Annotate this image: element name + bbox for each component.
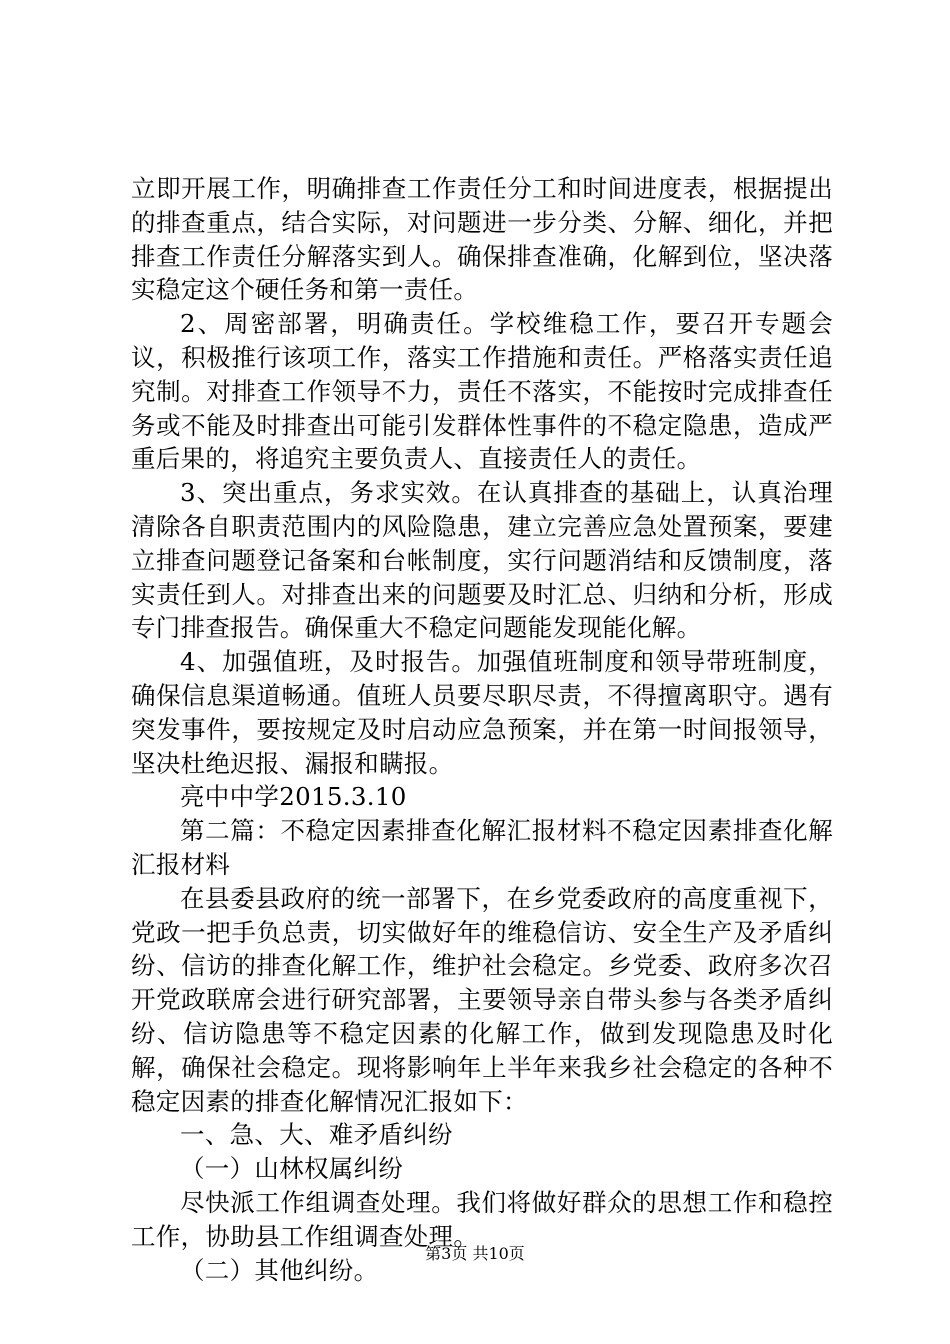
- paragraph-duty: 4、加强值班，及时报告。加强值班制度和领导带班制度，确保信息渠道畅通。值班人员要尽职尽责，不得擅离职守。遇有突发事件，要按规定及时启动应急预案，并在第一时间报领导，坚决杜绝迟报、漏报和瞒报。: [131, 647, 833, 778]
- signature-line: 亮中中学2015.3.10: [180, 782, 407, 812]
- subheading-forest: （一）山林权属纠纷: [180, 1154, 404, 1184]
- subheading-other: （二）其他纠纷。: [180, 1255, 379, 1285]
- document-body: [131, 172, 833, 1287]
- heading-disputes: 一、急、大、难矛盾纠纷: [180, 1120, 453, 1150]
- paragraph-work-start: 立即开展工作，明确排查工作责任分工和时间进度表，根据提出的排查重点，结合实际，对问题进一步分类、分解、细化，并把排查工作责任分解落实到人。确保排查准确，化解到位，坚决落实稳定这个硬任务和第一责任。: [131, 174, 833, 305]
- paragraph-intro: 在县委县政府的统一部署下，在乡党委政府的高度重视下，党政一把手负总责，切实做好年的维稳信访、安全生产及矛盾纠纷、信访的排查化解工作，维护社会稳定。乡党委、政府多次召开党政联席会进行研究部署，主要领导亲自带头参与各类矛盾纠纷、信访隐患等不稳定因素的化解工作，做到发现隐患及时化解，确保社会稳定。现将影响年上半年来我乡社会稳定的各种不稳定因素的排查化解情况汇报如下：: [131, 883, 833, 1116]
- page-number-footer: 第3页 共10页: [425, 1244, 525, 1263]
- paragraph-deployment: 2、周密部署，明确责任。学校维稳工作，要召开专题会议，积极推行该项工作，落实工作措施和责任。严格落实责任追究制。对排查工作领导不力，责任不落实，不能按时完成排查任务或不能及时排查出可能引发群体性事件的不稳定隐患，造成严重后果的，将追究主要负责人、直接责任人的责任。: [131, 309, 833, 474]
- section-heading-second: 第二篇：不稳定因素排查化解汇报材料不稳定因素排查化解汇报材料: [131, 816, 833, 879]
- paragraph-focus: 3、突出重点，务求实效。在认真排查的基础上，认真治理清除各自职责范围内的风险隐患，建立完善应急处置预案，要建立排查问题登记备案和台帐制度，实行问题消结和反馈制度，落实责任到人。对排查出来的问题要及时汇总、归纳和分析，形成专门排查报告。确保重大不稳定问题能发现能化解。: [131, 478, 833, 643]
- paragraph-investigation: 尽快派工作组调查处理。我们将做好群众的思想工作和稳控工作，协助县工作组调查处理。: [131, 1187, 833, 1251]
